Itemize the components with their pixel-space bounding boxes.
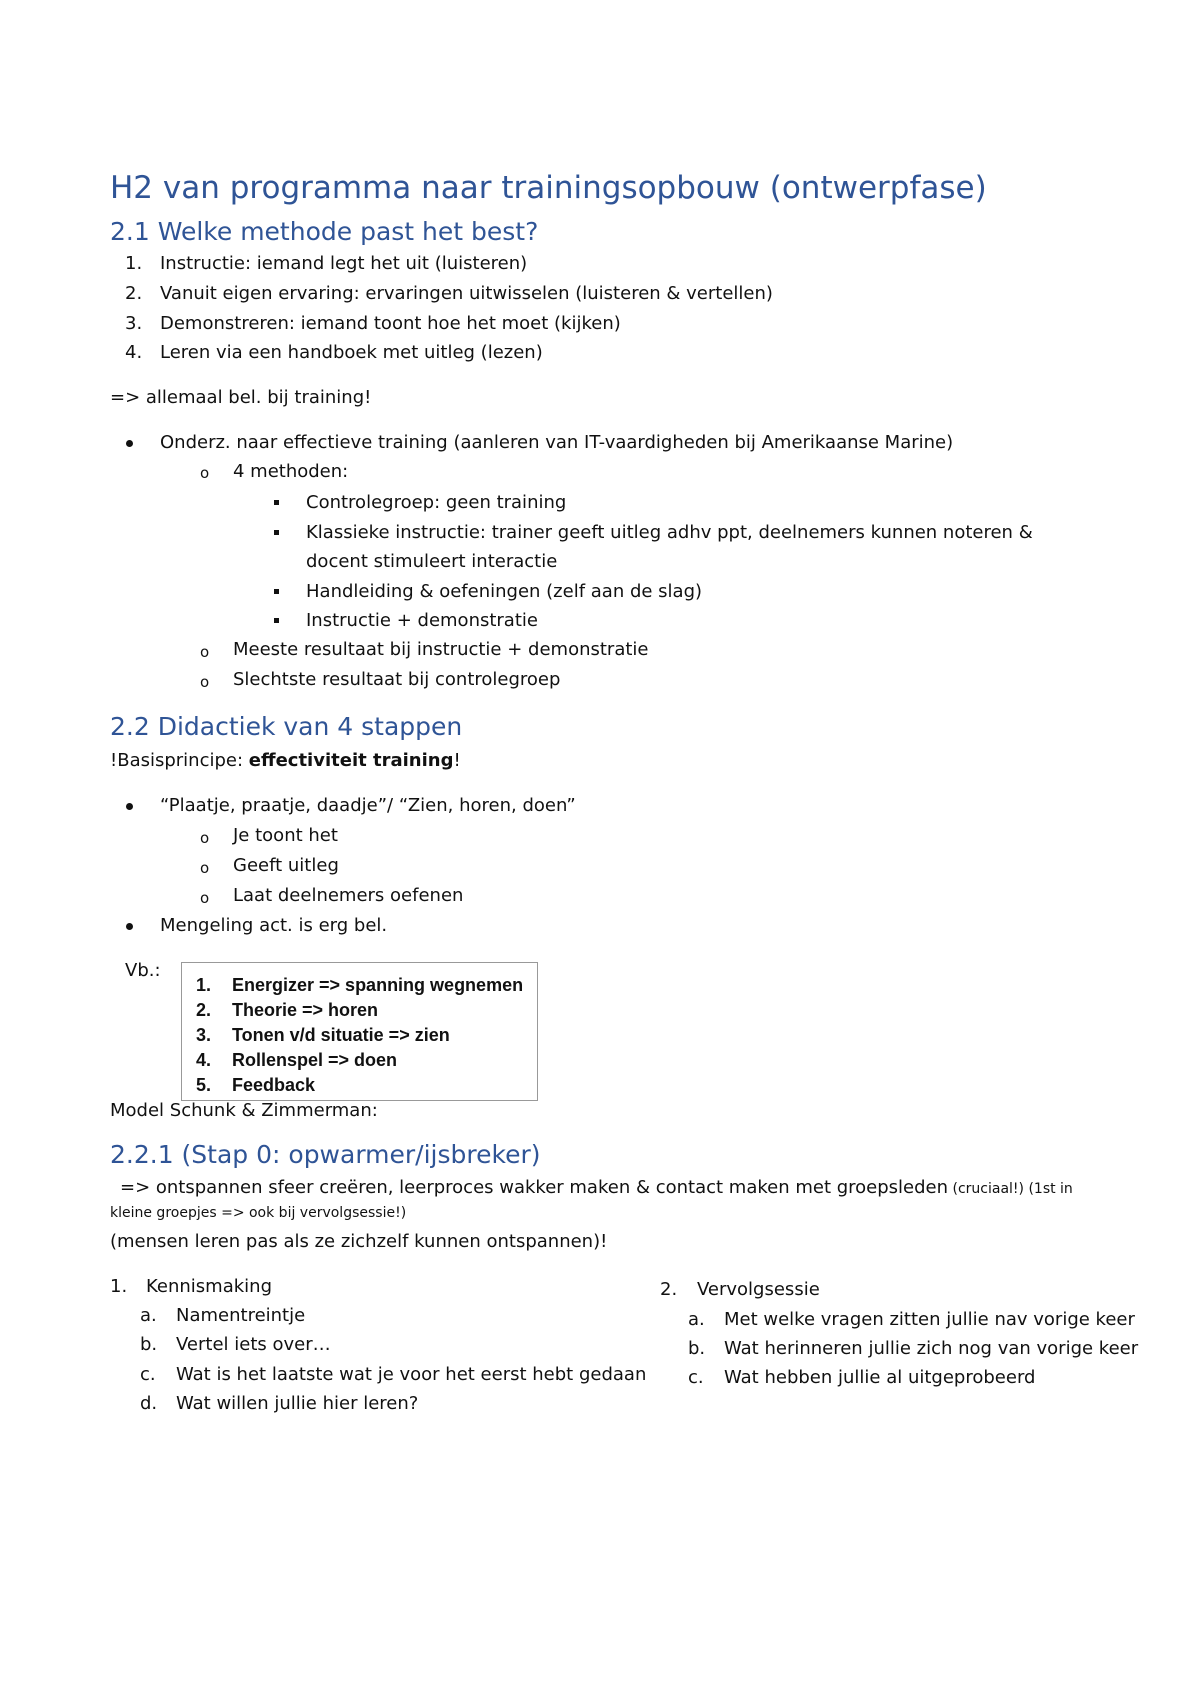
slogan-text: “Plaatje, praatje, daadje”/ “Zien, horen, doen” bbox=[160, 795, 576, 816]
box-item: Theorie => horen bbox=[232, 1000, 379, 1020]
sub-item: Je toont het bbox=[233, 825, 338, 846]
principle-text bbox=[110, 750, 461, 771]
square-bullet-icon bbox=[274, 500, 279, 505]
principle-bold: effectiviteit training bbox=[248, 750, 454, 771]
box-item: Rollenspel => doen bbox=[232, 1050, 398, 1070]
column-title-vervolgsessie: Vervolgsessie bbox=[697, 1279, 820, 1300]
list-item: Wat is het laatste wat je voor het eerst hebt gedaan bbox=[176, 1364, 647, 1385]
principle-suffix: ! bbox=[453, 750, 461, 771]
list-item: Namentreintje bbox=[176, 1305, 306, 1326]
list-letter: b. bbox=[140, 1334, 158, 1355]
page-title: H2 van programma naar trainingsopbouw (ontwerpfase) bbox=[110, 170, 987, 206]
list-letter: c. bbox=[688, 1367, 704, 1388]
box-item: Feedback bbox=[232, 1075, 316, 1095]
list-number: 2. bbox=[125, 283, 143, 304]
list-letter: a. bbox=[140, 1305, 157, 1326]
list-number: 3. bbox=[125, 313, 143, 334]
square-bullet-icon bbox=[274, 530, 279, 535]
sub-item: Laat deelnemers oefenen bbox=[233, 885, 464, 906]
list-item: Met welke vragen zitten jullie nav vorige keer bbox=[724, 1309, 1135, 1330]
intro-text: => ontspannen sfeer creëren, leerproces wakker maken & contact maken met groepsleden bbox=[120, 1177, 949, 1198]
circle-bullet-icon: o bbox=[200, 829, 210, 847]
box-item: Tonen v/d situatie => zien bbox=[232, 1025, 450, 1045]
list-item: Leren via een handboek met uitleg (lezen) bbox=[160, 342, 543, 363]
box-item: Energizer => spanning wegnemen bbox=[232, 975, 524, 995]
box-number: 4. bbox=[196, 1050, 212, 1070]
method-item: Handleiding & oefeningen (zelf aan de slag) bbox=[306, 581, 703, 602]
list-item: Vertel iets over… bbox=[176, 1334, 331, 1355]
square-bullet-icon bbox=[274, 618, 279, 623]
list-item: Wat herinneren jullie zich nog van vorige keer bbox=[724, 1338, 1139, 1359]
section-heading-2-2-1: 2.2.1 (Stap 0: opwarmer/ijsbreker) bbox=[110, 1140, 541, 1169]
list-item: Wat hebben jullie al uitgeprobeerd bbox=[724, 1367, 1036, 1388]
example-box bbox=[181, 962, 538, 1101]
section-heading-2-1: 2.1 Welke methode past het best? bbox=[110, 217, 539, 246]
list-item: Instructie: iemand legt het uit (luisteren) bbox=[160, 253, 528, 274]
bullet-icon bbox=[126, 803, 133, 810]
intro-line bbox=[120, 1177, 1073, 1198]
method-item: Klassieke instructie: trainer geeft uitleg adhv ppt, deelnemers kunnen noteren & bbox=[306, 522, 1033, 543]
method-item: Instructie + demonstratie bbox=[306, 610, 538, 631]
circle-bullet-icon: o bbox=[200, 889, 210, 907]
list-number: 4. bbox=[125, 342, 143, 363]
section-heading-2-2: 2.2 Didactiek van 4 stappen bbox=[110, 712, 463, 741]
intro-note-continued: kleine groepjes => ook bij vervolgsessie!) bbox=[110, 1205, 407, 1221]
intro-note: (cruciaal!) (1st in bbox=[948, 1181, 1073, 1197]
list-letter: a. bbox=[688, 1309, 705, 1330]
circle-bullet-icon: o bbox=[200, 673, 210, 691]
circle-bullet-icon: o bbox=[200, 859, 210, 877]
list-number: 1. bbox=[110, 1276, 128, 1297]
bullet-icon bbox=[126, 923, 133, 930]
list-number: 1. bbox=[125, 253, 143, 274]
box-number: 1. bbox=[196, 975, 212, 995]
sub-item: Geeft uitleg bbox=[233, 855, 339, 876]
example-label: Vb.: bbox=[125, 960, 161, 981]
principle-prefix: !Basisprincipe: bbox=[110, 750, 249, 771]
list-letter: c. bbox=[140, 1364, 156, 1385]
bullet-icon bbox=[126, 440, 133, 447]
model-label: Model Schunk & Zimmerman: bbox=[110, 1100, 378, 1121]
mix-text: Mengeling act. is erg bel. bbox=[160, 915, 388, 936]
result-worst: Slechtste resultaat bij controlegroep bbox=[233, 669, 561, 690]
list-item: Vanuit eigen ervaring: ervaringen uitwisselen (luisteren & vertellen) bbox=[160, 283, 773, 304]
methods-label: 4 methoden: bbox=[233, 461, 349, 482]
intro-remark: (mensen leren pas als ze zichzelf kunnen ontspannen)! bbox=[110, 1231, 608, 1252]
list-number: 2. bbox=[660, 1279, 678, 1300]
result-best: Meeste resultaat bij instructie + demonstratie bbox=[233, 639, 649, 660]
square-bullet-icon bbox=[274, 589, 279, 594]
list-letter: b. bbox=[688, 1338, 706, 1359]
method-item: Controlegroep: geen training bbox=[306, 492, 567, 513]
box-number: 2. bbox=[196, 1000, 212, 1020]
research-text: Onderz. naar effectieve training (aanleren van IT-vaardigheden bij Amerikaanse Marine) bbox=[160, 432, 954, 453]
list-item: Wat willen jullie hier leren? bbox=[176, 1393, 419, 1414]
circle-bullet-icon: o bbox=[200, 643, 210, 661]
conclusion-text: => allemaal bel. bij training! bbox=[110, 387, 372, 408]
box-number: 3. bbox=[196, 1025, 212, 1045]
method-item-continued: docent stimuleert interactie bbox=[306, 551, 558, 572]
column-title-kennismaking: Kennismaking bbox=[146, 1276, 272, 1297]
box-number: 5. bbox=[196, 1075, 212, 1095]
list-item: Demonstreren: iemand toont hoe het moet (kijken) bbox=[160, 313, 621, 334]
list-letter: d. bbox=[140, 1393, 158, 1414]
circle-bullet-icon: o bbox=[200, 464, 210, 482]
